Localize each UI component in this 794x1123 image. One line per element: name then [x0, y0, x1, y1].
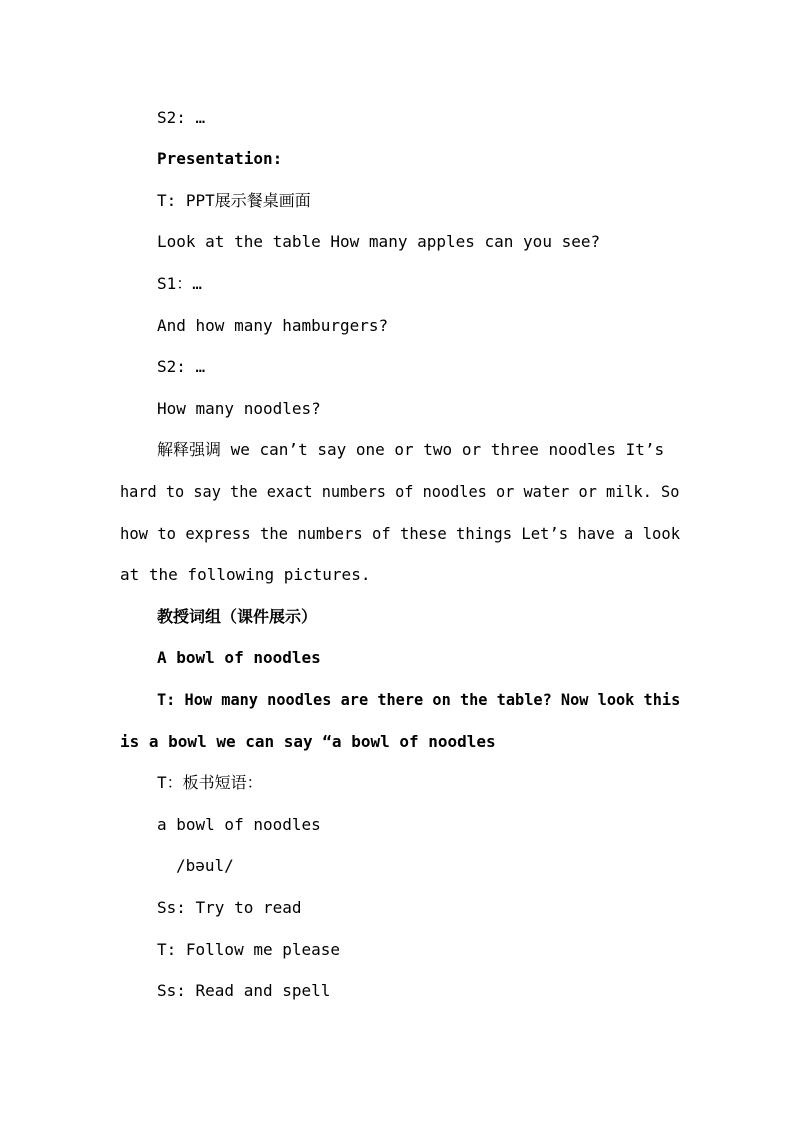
board-phrase: a bowl of noodles — [157, 815, 321, 834]
presentation-heading: Presentation: — [157, 149, 283, 168]
teacher-question-line-1: T: How many noodles are there on the table? Now look this — [157, 690, 681, 709]
explanation-line-4: at the following pictures. — [120, 565, 371, 584]
hamburgers-question: And how many hamburgers? — [157, 316, 389, 335]
explanation-line-2: hard to say the exact numbers of noodles or water or milk. So — [120, 482, 680, 501]
dialogue-line-s1: S1：… — [157, 274, 202, 293]
noodles-question: How many noodles? — [157, 399, 321, 418]
bowl-of-noodles-heading: A bowl of noodles — [157, 648, 321, 667]
teacher-question-line-2: is a bowl we can say “a bowl of noodles — [120, 732, 496, 751]
teacher-follow-me: T: Follow me please — [157, 940, 341, 959]
dialogue-line-s2: S2: … — [157, 108, 206, 127]
teach-phrases-heading: 教授词组（课件展示） — [157, 607, 318, 626]
students-try-read: Ss: Try to read — [157, 898, 302, 917]
look-at-table-line: Look at the table How many apples can you see? — [157, 232, 601, 251]
explanation-line-3: how to express the numbers of these things Let’s have a look — [120, 524, 681, 543]
explanation-line-1: 解释强调 we can’t say one or two or three noodles It’s — [157, 440, 665, 459]
board-phrase-label: T：板书短语： — [157, 773, 263, 792]
teacher-ppt-line: T: PPT展示餐桌画面 — [157, 191, 311, 210]
dialogue-line-s2-second: S2: … — [157, 357, 206, 376]
phonetic-transcription: /bəul/ — [176, 856, 234, 875]
students-read-spell: Ss: Read and spell — [157, 981, 331, 1000]
